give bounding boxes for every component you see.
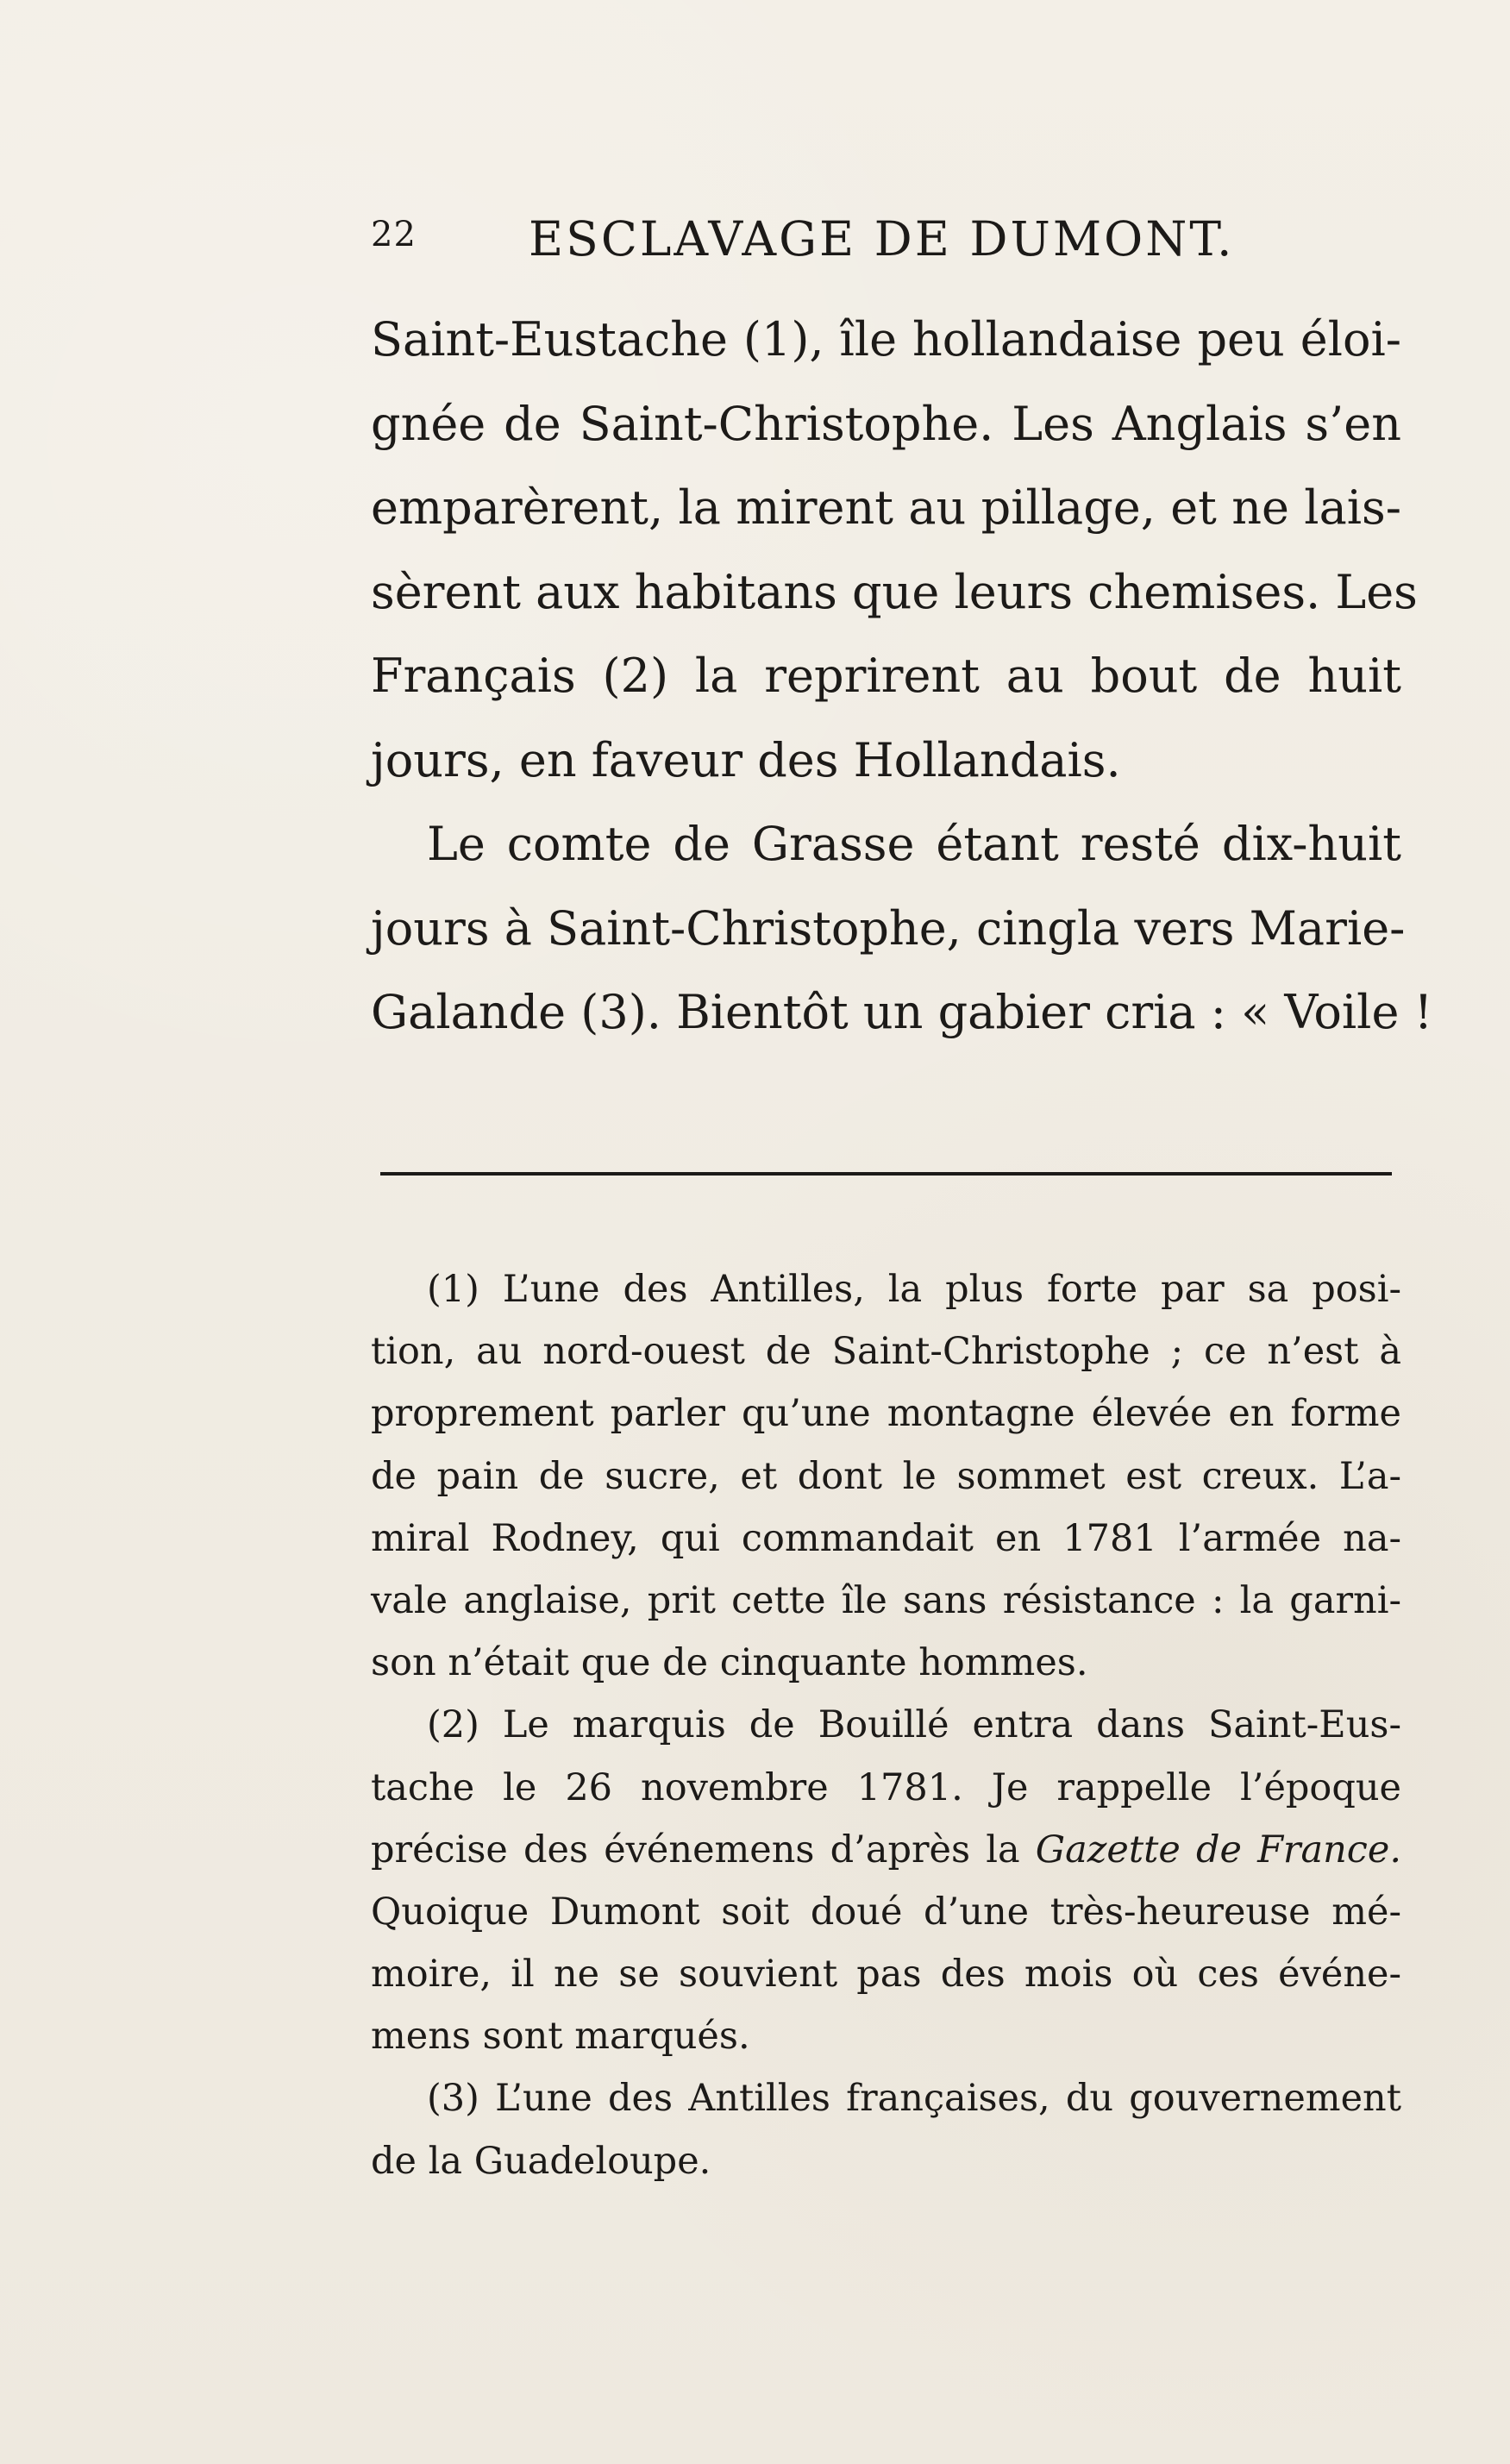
footnote-line: (1) L’une des Antilles, la plus forte par sa posi-	[427, 1268, 1401, 1311]
footnote-line: Quoique Dumont soit doué d’une très-heureuse mé-	[371, 1890, 1401, 1934]
footnote-line: proprement parler qu’une montagne élevée en forme	[371, 1392, 1401, 1436]
main-text-line: emparèrent, la mirent au pillage, et ne lais-	[371, 480, 1401, 535]
footnote-line: tion, au nord-ouest de Saint-Christophe ; ce n’est à	[371, 1330, 1401, 1374]
running-head: ESCLAVAGE DE DUMONT.	[529, 211, 1235, 266]
footnote-line: vale anglaise, prit cette île sans résistance : la garni-	[371, 1578, 1401, 1622]
footnotes	[371, 1258, 1401, 2192]
main-text	[371, 298, 1433, 1055]
main-text-line: Galande (3). Bientôt un gabier cria : « Voile !	[371, 985, 1433, 1039]
main-text-line: jours, en faveur des Hollandais.	[371, 732, 1121, 787]
footnote-line: moire, il ne se souvient pas des mois où ces événe-	[371, 1953, 1401, 1997]
main-text-line: Saint-Eustache (1), île hollandaise peu éloi-	[371, 312, 1401, 367]
footnote-line: miral Rodney, qui commandait en 1781 l’armée na-	[371, 1516, 1401, 1560]
footnote-line: de pain de sucre, et dont le sommet est creux. L’a-	[371, 1454, 1401, 1498]
gazette-title: Gazette de France.	[1035, 1828, 1401, 1872]
footnote-line: tache le 26 novembre 1781. Je rappelle l’époque	[371, 1765, 1401, 1809]
footnote-line	[371, 1819, 1401, 1881]
main-text-line: sèrent aux habitans que leurs chemises. Les	[371, 564, 1418, 619]
page-number: 22	[371, 215, 417, 254]
main-text-line: jours à Saint-Christophe, cingla vers Marie-	[371, 900, 1406, 956]
footnote-line: son n’était que de cinquante hommes.	[371, 1641, 1088, 1685]
footnote-line: mens sont marqués.	[371, 2015, 750, 2059]
main-text-line: Le comte de Grasse étant resté dix-huit	[427, 817, 1401, 871]
page-header	[371, 211, 1401, 272]
footnote-line: (2) Le marquis de Bouillé entra dans Saint-Eus-	[427, 1703, 1401, 1747]
footnote-text: précise des événemens d’après la	[371, 1828, 1020, 1872]
footnote-line: (3) L’une des Antilles françaises, du gouvernement	[427, 2077, 1401, 2121]
main-text-line: gnée de Saint-Christophe. Les Anglais s’en	[371, 396, 1401, 451]
main-text-line: Français (2) la reprirent au bout de huit	[371, 649, 1401, 703]
footnote-line: de la Guadeloupe.	[371, 2139, 711, 2183]
footnote-divider	[380, 1172, 1392, 1176]
